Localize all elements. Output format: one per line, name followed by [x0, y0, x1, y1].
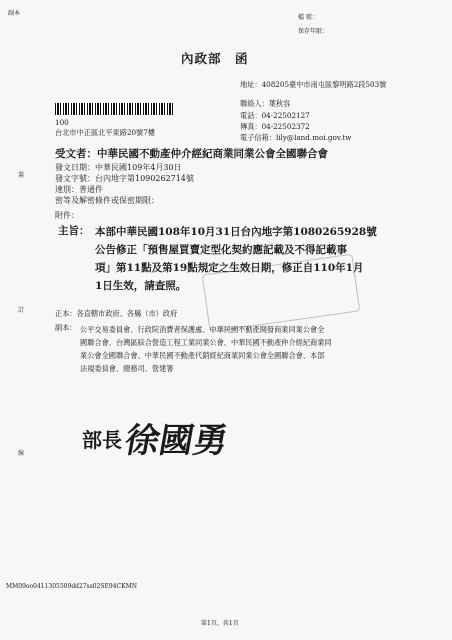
subject-label: 主旨： [58, 225, 90, 237]
cc-label: 副本： [55, 323, 77, 332]
issue-number: 發文字號：台內地字第1090262714號 [55, 174, 194, 183]
cc-lines: 公平交易委員會、行政院消費者保護處、中華民國不動產開發商業同業公會全 國聯合會、台灣區綜合營造工程工業同業公會、中華民國不動產仲介經紀商業同 業公會全國聯合會、中華民國不動產代銷經紀商業同業公會全國聯合會、本部 法規委員會、總務司、營建署 [80, 325, 332, 373]
signature-name: 徐國勇 [121, 421, 231, 461]
subject-text: 本部中華民國108年10月31日台內地字第1080265928號 公告修正「預售屋買賣定型化契約應記載及不得記載事 項」第11點及第19點規定之生效日期，修正自110年1月 1日生效，請查照。 [95, 226, 377, 292]
main-recipients: 正本：各直轄市政府、各縣（市）政府 [55, 309, 178, 318]
attachment-label: 附件： [55, 211, 79, 220]
binding-mark-middle: 訂 [18, 307, 25, 314]
binding-mark-bottom: 線 [18, 450, 25, 457]
copy-mark: 副本 [8, 10, 21, 17]
issue-date: 發文日期：中華民國109年4月30日 [55, 163, 182, 172]
email-row: 電子信箱：lily@land.moi.gov.tw [240, 133, 352, 142]
signature-title: 部長 [82, 428, 122, 452]
barcode [55, 103, 173, 115]
security-level: 密等及解密條件或保密期限： [55, 196, 159, 205]
document-title: 內政部 函 [181, 51, 249, 66]
address-row: 地址：408205臺中市南屯區黎明路2段503號 [240, 80, 387, 89]
recipient-address: 台北市中正區北平東路20號7樓 [55, 128, 155, 137]
preserve-years-label: 保存年限： [298, 28, 329, 35]
binding-mark-top: 裝 [18, 172, 25, 179]
fax-row: 傳真：04-22502372 [240, 122, 310, 131]
page-number: 第1頁，共1頁 [201, 620, 239, 627]
recipient-line: 受文者：中華民國不動產仲介經紀商業同業公會全國聯合會 [55, 148, 328, 160]
mail-code: 100 [55, 118, 69, 127]
speed-level: 速別：普通件 [55, 185, 103, 194]
file-no-label: 檔 號： [298, 14, 318, 21]
contact-row: 聯絡人：葉秋容 [240, 99, 291, 108]
phone-row: 電話：04-22502127 [240, 111, 310, 120]
document-code: MM09oo0411305509dd27ss02SE94CKMN [6, 583, 138, 590]
